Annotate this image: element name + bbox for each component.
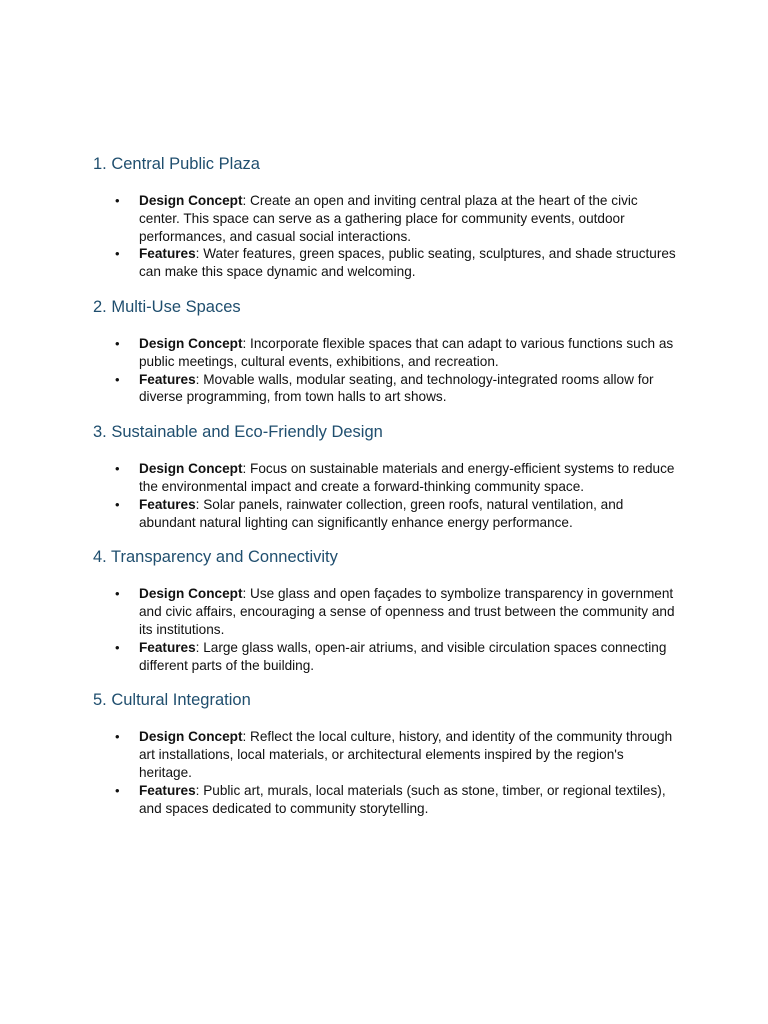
section-cultural-integration bbox=[93, 689, 678, 817]
bullet-icon: • bbox=[115, 496, 120, 512]
item-text: : Public art, murals, local materials (such as stone, timber, or regional textiles), and spaces dedicated to community storytelling. bbox=[139, 782, 666, 816]
list-item bbox=[93, 245, 678, 281]
list-item bbox=[93, 335, 678, 371]
item-label: Design Concept bbox=[139, 729, 243, 745]
section-sustainable-design bbox=[93, 421, 678, 531]
item-text: : Large glass walls, open-air atriums, and visible circulation spaces connecting different parts of the building. bbox=[139, 639, 667, 673]
item-label: Features bbox=[139, 496, 196, 512]
section-heading: 1. Central Public Plaza bbox=[93, 155, 260, 173]
bullet-icon: • bbox=[115, 639, 120, 655]
item-label: Features bbox=[139, 782, 196, 798]
bullet-icon: • bbox=[115, 782, 120, 798]
bullet-icon: • bbox=[115, 193, 120, 208]
list-item bbox=[93, 728, 678, 781]
item-label: Features bbox=[139, 639, 196, 655]
item-label: Design Concept bbox=[139, 193, 243, 208]
item-label: Features bbox=[139, 371, 196, 387]
section-central-public-plaza bbox=[93, 153, 678, 281]
bullet-icon: • bbox=[115, 461, 120, 477]
item-text: : Solar panels, rainwater collection, green roofs, natural ventilation, and abundant natural lighting can significantly enhance energy performance. bbox=[139, 496, 624, 530]
item-text: : Water features, green spaces, public seating, sculptures, and shade structures can make this space dynamic and welcoming. bbox=[139, 246, 676, 280]
item-label: Design Concept bbox=[139, 461, 243, 477]
item-label: Features bbox=[139, 246, 196, 262]
section-heading: 5. Cultural Integration bbox=[93, 691, 251, 710]
item-text: : Incorporate flexible spaces that can adapt to various functions such as public meetings, cultural events, exhibitions, and recreation. bbox=[139, 335, 674, 369]
list-item bbox=[93, 585, 678, 638]
list-item bbox=[93, 460, 678, 496]
bullet-list bbox=[93, 192, 678, 281]
bullet-list bbox=[93, 585, 678, 674]
bullet-icon: • bbox=[115, 586, 120, 602]
list-item bbox=[93, 192, 678, 245]
section-heading: 2. Multi-Use Spaces bbox=[93, 297, 241, 316]
item-text: : Create an open and inviting central plaza at the heart of the civic center. This space can serve as a gathering place for community events, outdoor performances, and casual social interactions. bbox=[139, 193, 638, 244]
item-text: : Use glass and open façades to symbolize transparency in government and civic affairs, encouraging a sense of openness and trust between the community and its institutions. bbox=[139, 586, 675, 637]
bullet-icon: • bbox=[115, 371, 120, 387]
bullet-icon: • bbox=[115, 246, 120, 262]
section-multi-use-spaces bbox=[93, 296, 678, 406]
item-text: : Focus on sustainable materials and energy-efficient systems to reduce the environmental impact and create a forward-thinking community space. bbox=[139, 461, 675, 494]
list-item bbox=[93, 639, 678, 675]
bullet-list bbox=[93, 728, 678, 817]
item-text: : Reflect the local culture, history, and identity of the community through art installations, local materials, or architectural elements inspired by the region's heritage. bbox=[139, 729, 673, 780]
section-heading: 3. Sustainable and Eco-Friendly Design bbox=[93, 423, 383, 442]
section-heading: 4. Transparency and Connectivity bbox=[93, 548, 338, 567]
bullet-list bbox=[93, 335, 678, 406]
list-item bbox=[93, 496, 678, 532]
bullet-icon: • bbox=[115, 335, 120, 351]
item-label: Design Concept bbox=[139, 586, 243, 602]
bullet-list bbox=[93, 460, 678, 531]
bullet-icon: • bbox=[115, 729, 120, 745]
section-transparency-connectivity bbox=[93, 546, 678, 674]
item-label: Design Concept bbox=[139, 335, 243, 351]
item-text: : Movable walls, modular seating, and technology-integrated rooms allow for diverse programming, from town halls to art shows. bbox=[139, 371, 654, 405]
list-item bbox=[93, 371, 678, 407]
list-item bbox=[93, 782, 678, 818]
